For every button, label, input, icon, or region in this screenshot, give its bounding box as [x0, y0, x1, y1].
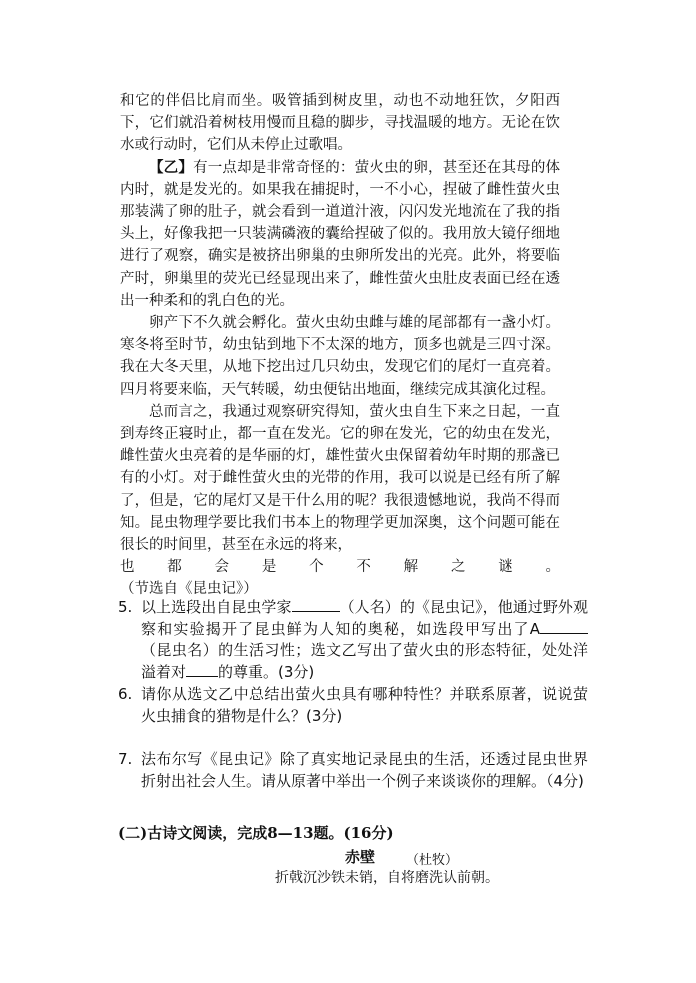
reading-passage — [120, 90, 560, 600]
section-heading: (二)古诗文阅读，完成8—13题。(16分) — [118, 824, 394, 842]
passage-source: （节选自《昆虫记》） — [120, 581, 258, 598]
question-6 — [118, 684, 588, 727]
answer-blank-author[interactable] — [292, 597, 340, 612]
question-5 — [118, 597, 588, 684]
question-5-part-b: （人名）的《昆虫记》，他通过野外观察和实验揭开了昆虫鲜为人知的奥秘，如选段甲写出了A — [141, 598, 588, 638]
question-text: 法布尔写《昆虫记》除了真实地记录昆虫的生活，还透过昆虫世界折射出社会人生。请从原著中举出一个例子来谈谈你的理解。（4分) — [141, 750, 588, 790]
question-7 — [118, 749, 588, 792]
question-number: 5. — [118, 598, 133, 616]
question-5-part-d: 的尊重。(3分) — [218, 663, 315, 682]
poem-title: 赤壁 — [345, 848, 376, 866]
poem-author: （杜牧） — [406, 853, 459, 868]
answer-blank-respect[interactable] — [186, 662, 218, 677]
passage-paragraph-4-tail: 也都会是个不解之谜。 — [120, 559, 560, 576]
passage-paragraph-2-text: 有一点却是非常奇怪的：萤火虫的卵，甚至还在其母的体内时，就是发光的。如果我在捕捉时，一不小心，捏破了雌性萤火虫那装满了卵的肚子，就会看到一道道汁液，闪闪发光地流在了我的指头上，好像我把一只装满磷液的囊给捏破了似的。我用放大镜仔细地进行了观察，确实是被挤出卵巢的虫卵所发出的光亮。此外，将要临产时，卵巢里的荧光已经显现出来了，雌性萤火虫肚皮表面已经在透出一种柔和的乳白色的光。 — [120, 159, 561, 309]
question-list — [118, 597, 588, 793]
question-5-part-c: （昆虫名）的生活习性；选文乙写出了萤火虫的形态特征，处处洋溢着对 — [141, 641, 588, 682]
question-text — [141, 597, 588, 684]
passage-paragraph-3: 卵产下不久就会孵化。萤火虫幼虫雌与雄的尾部都有一盏小灯。寒冬将至时节，幼虫钻到地下不太深的地方，顶多也就是三四寸深。我在大冬天里，从地下挖出过几只幼虫，发现它们的尾灯一直亮着。四月将要来临，天气转暖，幼虫便钻出地面，继续完成其演化过程。 — [120, 315, 560, 398]
question-text: 请你从选文乙中总结出萤火虫具有哪种特性？并联系原著，说说萤火虫捕食的猎物是什么？(3分) — [141, 684, 588, 725]
answer-space — [118, 727, 588, 749]
passage-marker-yi: 【乙】 — [149, 159, 194, 176]
passage-paragraph-2 — [120, 157, 560, 312]
answer-blank-insect[interactable] — [540, 619, 588, 634]
question-number: 6. — [118, 684, 133, 703]
question-number: 7. — [118, 750, 133, 769]
passage-paragraph-4: 总而言之，我通过观察研究得知，萤火虫自生下来之日起，一直到寿终正寝时止，都一直在发光。它的卵在发光，它的幼虫在发光，雌性萤火虫亮着的是华丽的灯，雄性萤火虫保留着幼年时期的那盏已有的小灯。对于雌性萤火虫的光带的作用，我可以说是已经有所了解了，但是，它的尾灯又是干什么用的呢？我很遗憾地说，我尚不得而知。昆虫物理学要比我们书本上的物理学更加深奥，这个问题可能在很长的时间里，甚至在永远的将来， — [120, 403, 560, 554]
poem-line: 折戟沉沙铁未销，自将磨洗认前朝。 — [275, 870, 499, 886]
passage-paragraph-1: 和它的伴侣比肩而坐。吸管插到树皮里，动也不动地狂饮，夕阳西下，它们就沿着树枝用慢而且稳的脚步，寻找温暖的地方。无论在饮水或行动时，它们从未停止过歌唱。 — [120, 93, 560, 154]
question-5-part-a: 以上选段出自昆虫学家 — [141, 598, 292, 616]
